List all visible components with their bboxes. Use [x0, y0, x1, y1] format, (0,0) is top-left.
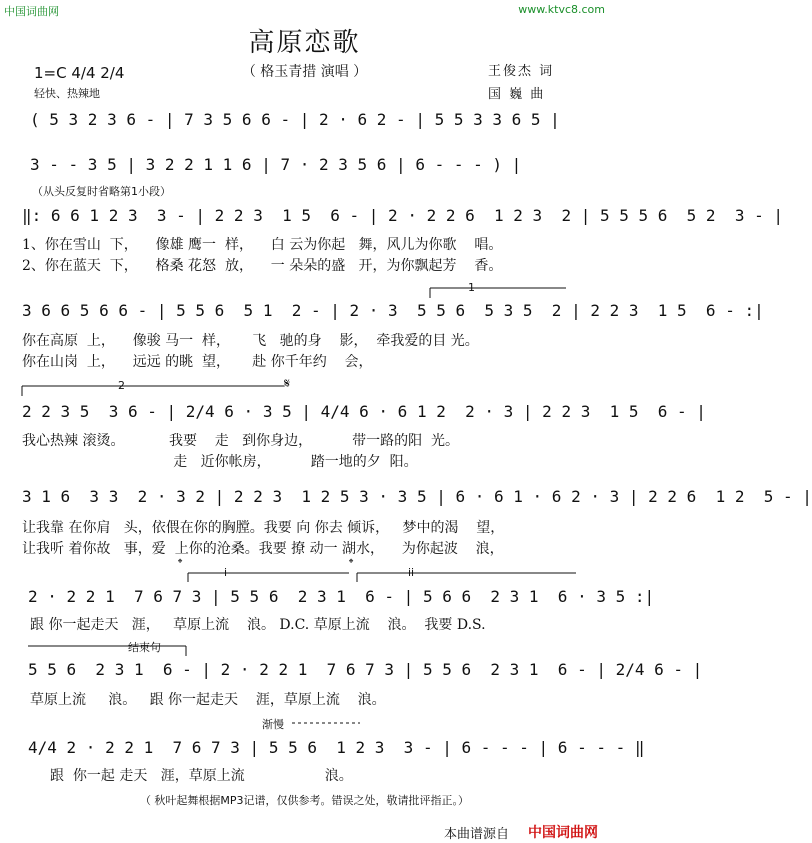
- final-lyric-3: 跟 你一起 走天 涯，草原上流 浪。: [50, 768, 353, 784]
- lyricist-credit: 王俊杰 词: [488, 64, 555, 79]
- ritardando-marking: 渐慢: [262, 718, 284, 731]
- volta-i-label: i: [224, 566, 228, 579]
- song-title: 高原恋歌: [248, 28, 361, 58]
- verse-notes-line-1: ‖: 6 6 1 2 3 3 - | 2 2 3 1 5 6 - | 2 · 2 2 6 1 2 3 2 | 5 5 5 6 5 2 3 - |: [22, 206, 783, 225]
- first-ending-label: 1: [468, 281, 475, 294]
- chorus-lyric-1b: 走 近你帐房， 踏一地的夕 阳。: [22, 454, 418, 470]
- final-notes-line-1: 2 · 2 2 1 7 6 7 3 | 5 5 6 2 3 1 6 - | 5 6 6 2 3 1 6 · 3 5 :|: [28, 587, 655, 606]
- tempo-marking: 轻快、热辣地: [34, 87, 100, 100]
- intro-notes-line-1: ( 5 3 2 3 6 - | 7 3 5 6 6 - | 2 · 6 2 - | 5 5 3 3 6 5 |: [30, 110, 560, 129]
- chorus-lyric-1a: 我心热辣 滚烫。 我要 走 到你身边， 带一路的阳 光。: [22, 433, 460, 449]
- verse-lyric-1b: 2、你在蓝天 下， 格桑 花怒 放， 一 朵朵的盛 开，为你飘起芳 香。: [22, 258, 503, 274]
- credits: [488, 60, 554, 106]
- verse-notes-line-2: 3 6 6 5 6 6 - | 5 5 6 5 1 2 - | 2 · 3 5 5 6 5 3 5 2 | 2 2 3 1 5 6 - :|: [22, 301, 764, 320]
- site-logo-text: 中国词曲网: [528, 825, 598, 841]
- performer-subtitle: （ 格玉青措 演唱 ）: [241, 64, 368, 80]
- verse-lyric-1a: 1、你在雪山 下， 像雄 鹰一 样， 白 云为你起 舞，风儿为你歌 唱。: [22, 237, 503, 253]
- transcriber-footnote: （ 秋叶起舞根据MP3记谱，仅供参考。错误之处，敬请批评指正。）: [139, 794, 470, 807]
- final-lyric-2: 草原上流 浪。 跟 你一起走天 涯，草原上流 浪。: [30, 692, 386, 708]
- chorus-lyric-2b: 让我听 着你故 事，爱 上你的沧桑。我要 撩 动一 湖水， 为你起波 浪，: [22, 541, 504, 557]
- verse-lyric-2b: 你在山岗 上， 远远 的眺 望， 赴 你千年约 会，: [22, 354, 373, 370]
- repeat-instruction: （从头反复时省略第1小段）: [32, 185, 171, 198]
- intro-notes-line-2: 3 - - 3 5 | 3 2 2 1 1 6 | 7 · 2 3 5 6 | 6 - - - ) |: [30, 155, 522, 174]
- final-notes-line-2: 5 5 6 2 3 1 6 - | 2 · 2 2 1 7 6 7 3 | 5 5 6 2 3 1 6 - | 2/4 6 - |: [28, 660, 703, 679]
- final-notes-line-3: 4/4 2 · 2 2 1 7 6 7 3 | 5 5 6 1 2 3 3 - | 6 - - - | 6 - - - ‖: [28, 738, 645, 757]
- site-watermark-right: www.ktvc8.com: [518, 3, 605, 16]
- ending-phrase-label: 结束句: [128, 641, 161, 654]
- key-signature: 1=C 4/4 2/4: [34, 64, 125, 82]
- coda-sign-1: 𝄌: [178, 556, 183, 570]
- volta-ii-label: ii: [408, 566, 415, 579]
- verse-lyric-2a: 你在高原 上， 像骏 马一 样， 飞 驰的身 影， 牵我爱的目 光。: [22, 333, 479, 349]
- chorus-lyric-2a: 让我靠 在你肩 头，依偎在你的胸膛。我要 向 你去 倾诉， 梦中的渴 望，: [22, 520, 505, 536]
- final-lyric-1: 跟 你一起走天 涯， 草原上流 浪。 D.C. 草原上流 浪。 我要 D.S.: [30, 617, 486, 633]
- second-ending-label: 2: [118, 379, 125, 392]
- chorus-notes-line-2: 3 1 6 3 3 2 · 3 2 | 2 2 3 1 2 5 3 · 3 5 | 6 · 6 1 · 6 2 · 3 | 2 2 6 1 2 5 - |: [22, 487, 812, 506]
- composer-credit: 国 巍 曲: [488, 87, 546, 102]
- site-watermark-left: 中国词曲网: [4, 5, 59, 18]
- source-label: 本曲谱源自: [444, 827, 510, 842]
- segno-sign: 𝄋: [284, 376, 291, 392]
- coda-sign-2: 𝄌: [349, 556, 354, 570]
- chorus-notes-line-1: 2 2 3 5 3 6 - | 2/4 6 · 3 5 | 4/4 6 · 6 1 2 2 · 3 | 2 2 3 1 5 6 - |: [22, 402, 706, 421]
